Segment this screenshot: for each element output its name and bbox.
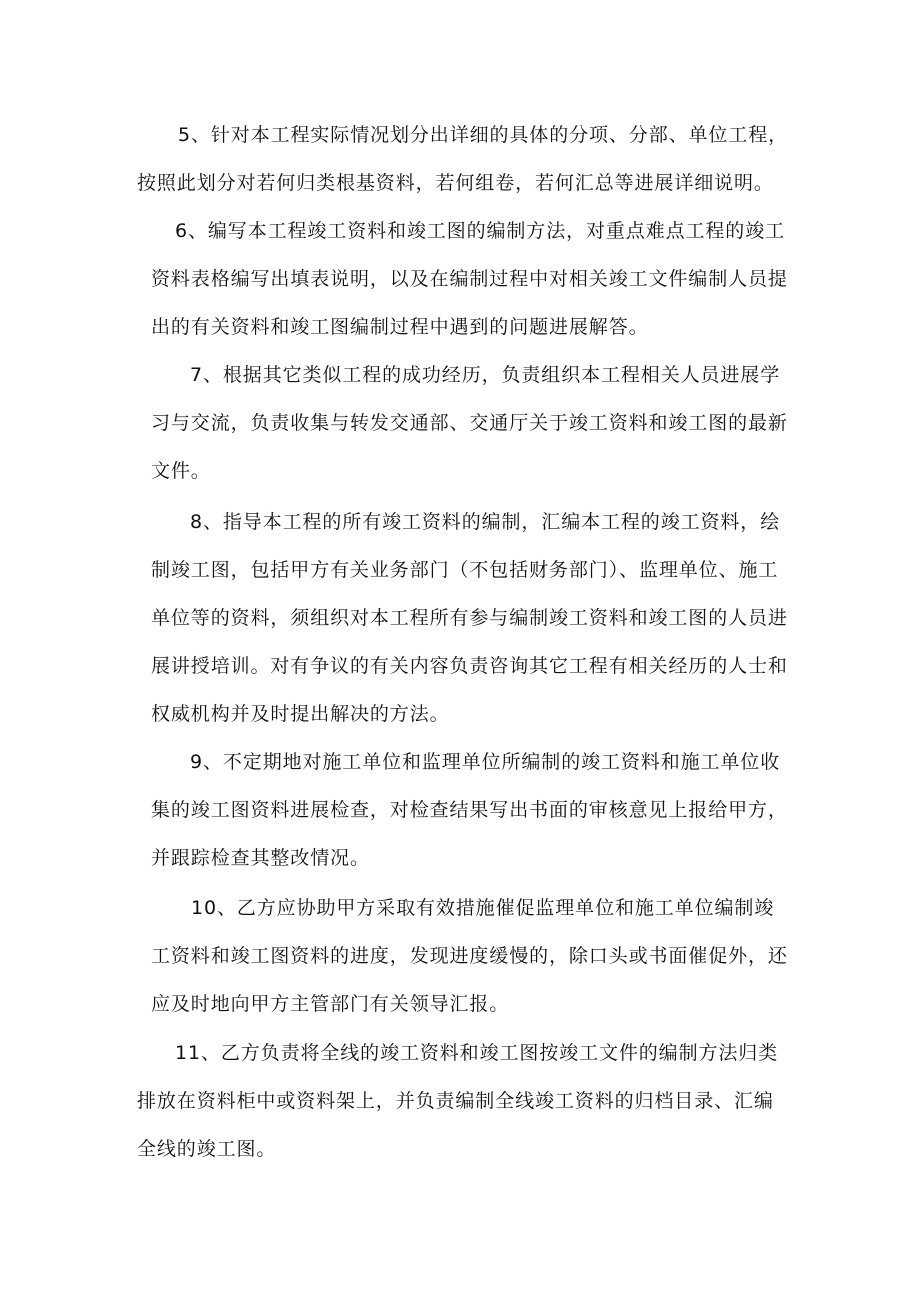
paragraph-line: 工资料和竣工图资料的进度，发现进度缓慢的，除口头或书面催促外，还 (151, 945, 788, 967)
paragraph-line: 资料表格编写出填表说明，以及在编制过程中对相关竣工文件编制人员提 (151, 268, 788, 290)
paragraph-line: 展讲授培训。对有争议的有关内容负责咨询其它工程有相关经历的人士和 (151, 655, 788, 677)
paragraph-line: 5、针对本工程实际情况划分出详细的具体的分项、分部、单位工程， (178, 124, 788, 146)
paragraph-line: 并跟踪检查其整改情况。 (151, 847, 370, 869)
paragraph-line: 全线的竣工图。 (137, 1138, 277, 1160)
paragraph-line: 习与交流，负责收集与转发交通部、交通厅关于竣工资料和竣工图的最新 (151, 412, 788, 434)
paragraph-line: 8、指导本工程的所有竣工资料的编制，汇编本工程的竣工资料，绘 (190, 511, 781, 533)
paragraph-line: 11、乙方负责将全线的竣工资料和竣工图按竣工文件的编制方法归类 (175, 1042, 779, 1064)
paragraph-line: 单位等的资料，须组织对本工程所有参与编制竣工资料和竣工图的人员进 (151, 607, 788, 629)
paragraph-line: 应及时地向甲方主管部门有关领导汇报。 (151, 993, 510, 1015)
paragraph-line: 出的有关资料和竣工图编制过程中遇到的问题进展解答。 (151, 316, 649, 338)
paragraph-line: 按照此划分对若何归类根基资料，若何组卷，若何汇总等进展详细说明。 (137, 172, 774, 194)
paragraph-line: 排放在资料柜中或资料架上，并负责编制全线竣工资料的归档目录、汇编 (137, 1090, 774, 1112)
paragraph-line: 文件。 (151, 460, 211, 482)
paragraph-line: 9、不定期地对施工单位和监理单位所编制的竣工资料和施工单位收 (190, 751, 781, 773)
paragraph-line: 集的竣工图资料进展检查，对检查结果写出书面的审核意见上报给甲方， (151, 799, 788, 821)
paragraph-line: 6、编写本工程竣工资料和竣工图的编制方法，对重点难点工程的竣工 (175, 220, 785, 242)
paragraph-line: 10、乙方应协助甲方采取有效措施催促监理单位和施工单位编制竣 (191, 897, 775, 919)
paragraph-line: 权威机构并及时提出解决的方法。 (151, 703, 450, 725)
paragraph-line: 制竣工图，包括甲方有关业务部门（不包括财务部门）、监理单位、施工 (151, 559, 779, 581)
paragraph-line: 7、根据其它类似工程的成功经历，负责组织本工程相关人员进展学 (190, 364, 781, 386)
